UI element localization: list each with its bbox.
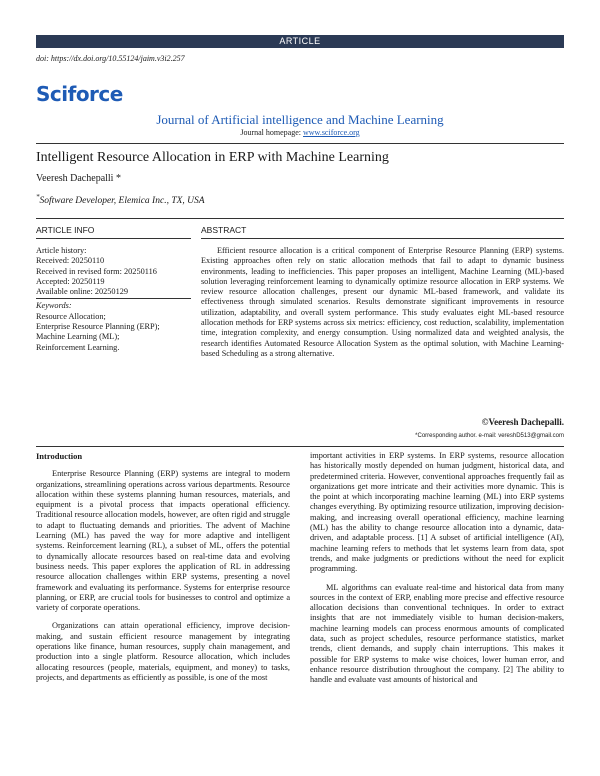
body-paragraph: ML algorithms can evaluate real-time and historical data from many sources in the context of ERP, enabling more precise and effective resource allocation decisions than conventional techniques. In order to extract insights that are not immediately visible to human decision-makers, machine learning models can process enormous amounts of complicated data, such as project schedules, resource performance statistics, market trends, client demands, and supply chain interruptions. This makes it possible for ERP systems to make wise choices, lower human error, and enhance resource distribution throughout the company. [2] The ability to handle and evaluate vast amounts of historical and [310, 582, 564, 685]
abstract-heading: ABSTRACT [201, 225, 247, 235]
keyword: Resource Allocation; [36, 311, 106, 321]
body-paragraph: Enterprise Resource Planning (ERP) systems are integral to modern organizations, streamlining operations across various departments. Resource allocation within these systems planning human resources, materials, and equipment is a pivotal process that impacts operational efficiency. Traditional resource allocation models, however, are often rigid and struggle to adapt to fluctuating demands and priorities. The advent of Machine Learning (ML) has paved the way for more adaptive and intelligent systems. Reinforcement learning (RL), a subset of ML, offers the potential to dynamically allocate resources based on real-time data and evolving business needs. This paper explores the application of RL in addressing resource allocation challenges within ERP systems, presenting a novel framework and evaluating its performance. Systems for enterprise resource planning, or ERP, are crucial tools for businesses to control and optimize a variety of corporate operations. [36, 469, 290, 613]
info-head-rule [36, 238, 191, 239]
paper-title: Intelligent Resource Allocation in ERP with Machine Learning [36, 150, 389, 165]
article-type-banner: ARTICLE [36, 35, 564, 48]
info-top-rule [36, 218, 564, 219]
journal-homepage [0, 128, 600, 137]
author-affiliation [36, 193, 205, 206]
affiliation-mark: * [36, 193, 40, 201]
body-paragraph: Organizations can attain operational efficiency, improve decision-making, and sustain efficient resource management by integrating operations like finance, human resources, supply chain management, and production into a single platform. Resource allocation, which includes allocating resources (people, materials, equipment, and money) to tasks, projects, and departments as efficiently as possible, is one of the most [36, 621, 290, 682]
article-info-heading: ARTICLE INFO [36, 225, 95, 235]
body-paragraph: important activities in ERP systems. In ERP systems, resource allocation has historically mostly depended on human judgment, historical data, and predetermined criteria. However, conventional approaches frequently fail as organizations get more intricate and their activities more dynamic. This is the point at which incorporating machine learning (ML) into ERP systems changes everything. By optimizing resource utilization, improving decision-making, and increasing overall operational efficiency, machine learning (ML) has the ability to change resource allocation into a dynamic, data-driven, and adaptable process. [1] A subset of artificial intelligence (AI), machine learning refers to methods that let systems learn from data, spot trends, and make judgments or predictions without the need for explicit programming. [310, 451, 564, 574]
body-top-rule [36, 446, 564, 447]
homepage-link[interactable]: www.sciforce.org [303, 128, 360, 137]
header-rule [36, 143, 564, 144]
homepage-label: Journal homepage: [240, 128, 301, 137]
author-name: Veeresh Dachepalli * [36, 173, 121, 184]
doi-line[interactable]: doi: https://dx.doi.org/10.55124/jaim.v3i2.257 [36, 54, 185, 63]
section-heading: Introduction [36, 451, 83, 461]
journal-name: Journal of Artificial intelligence and Machine Learning [156, 112, 444, 127]
publisher-logo: Sciforce [36, 82, 123, 106]
affiliation-text: Software Developer, Elemica Inc., TX, USA [39, 196, 205, 207]
article-info [36, 246, 191, 353]
history-line: Article history: [36, 246, 87, 255]
history-line: Accepted: 20250119 [36, 276, 105, 286]
history-line: Received: 20250110 [36, 256, 105, 266]
keyword: Machine Learning (ML); [36, 332, 120, 342]
keywords-label: Keywords: [36, 301, 72, 311]
copyright-line: ©Veeresh Dachepalli. [481, 417, 564, 427]
corresponding-author: *Corresponding author. e-mail: vereshD513@gmail.com [415, 433, 564, 439]
body-left-column [36, 451, 290, 691]
body-right-column [310, 451, 564, 694]
keyword: Reinforcement Learning. [36, 342, 120, 352]
history-line: Available online: 20250129 [36, 287, 129, 297]
keywords-rule [36, 298, 191, 299]
abstract-text: Efficient resource allocation is a critical component of Enterprise Resource Planning (ERP) systems. Existing approaches often rely on static allocation methods that fail to adapt to dynamic business environments, leading to inefficiencies. This paper proposes an intelligent, Machine Learning (ML)-based solution leveraging reinforcement learning to dynamically optimize resource allocation in ERP systems. We review resource allocation challenges, present our dynamic ML-based framework, and validate its effectiveness through simulated scenarios. Results demonstrate significant improvements in resource utilization, adaptability, and overall system performance. This study evaluates eight ML-based resource allocation methods for ERP systems across six metrics: efficiency, cost reduction, scalability, implementation time, integration complexity, and energy consumption. Using normalized data and weighted analysis, the research identifies Automated Resource Allocation System as the optimal solution, with Machine Learning-based Scheduling as a strong alternative. [201, 246, 564, 358]
keyword: Enterprise Resource Planning (ERP); [36, 322, 160, 332]
abstract-head-rule [201, 238, 564, 239]
history-line: Received in revised form: 20250116 [36, 266, 157, 276]
